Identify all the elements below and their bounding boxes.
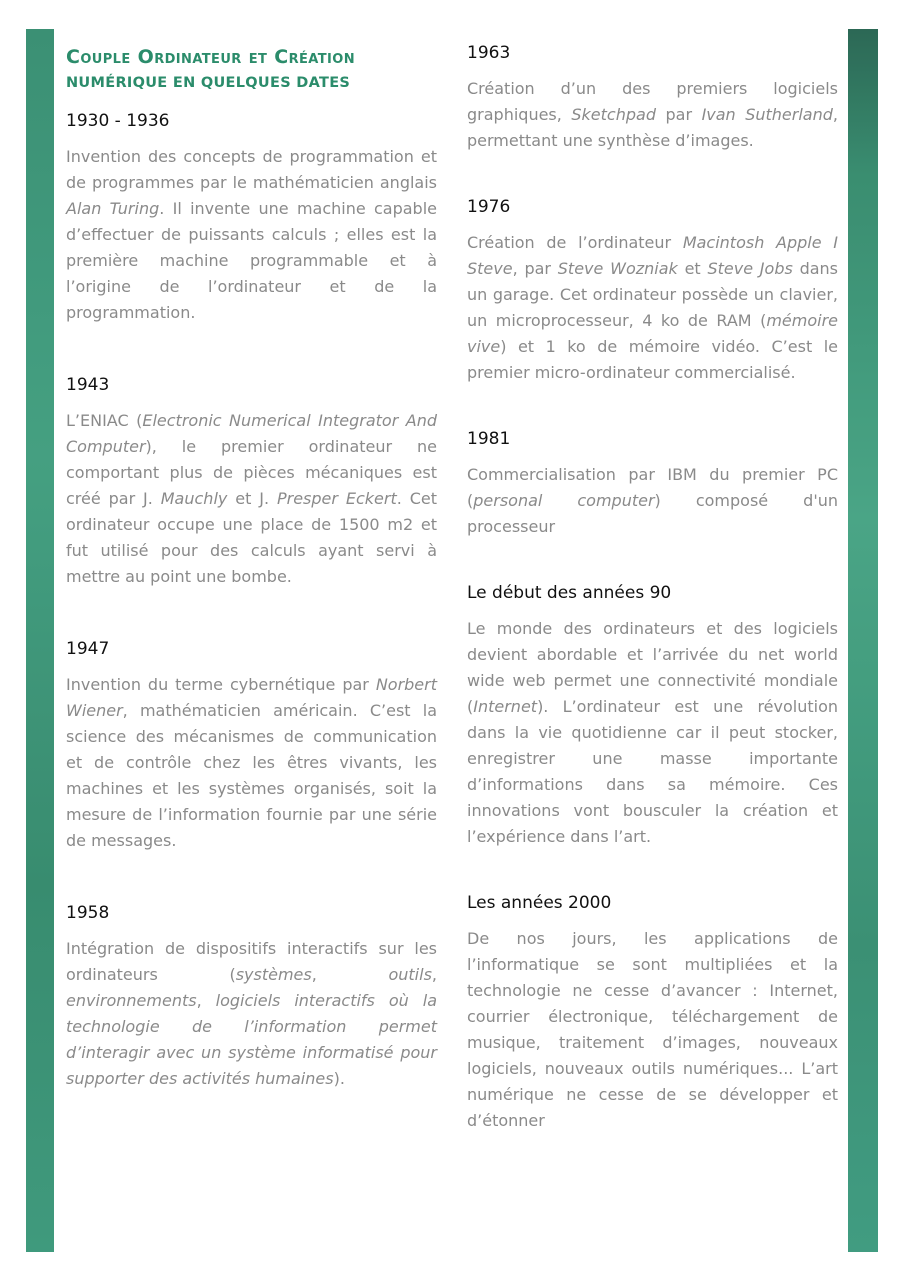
- emphasized-term: Sketchpad: [571, 105, 656, 124]
- timeline-entry-1958: [66, 900, 437, 1092]
- emphasized-term: mémoire vive: [467, 311, 838, 356]
- emphasized-term: environnements: [66, 991, 197, 1010]
- entry-date: 1976: [467, 197, 511, 217]
- emphasized-term: Norbert Wiener: [66, 675, 437, 720]
- right-column: [467, 40, 838, 1134]
- emphasized-term: Steve Jobs: [707, 259, 793, 278]
- emphasized-term: Steve Wozniak: [557, 259, 678, 278]
- page-title: Couple Ordinateur et Création: [66, 46, 355, 68]
- right-decorative-band: [848, 29, 878, 1252]
- timeline-entry-1943: [66, 372, 437, 590]
- emphasized-term: logiciels interactifs où la technologie de l’information permet d’interagir avec un système informatisé pour supporter des activités humaines: [66, 991, 437, 1088]
- emphasized-term: Mauchly: [160, 489, 228, 508]
- entry-date: Les années 2000: [467, 893, 612, 913]
- entry-date: 1930 - 1936: [66, 111, 170, 131]
- emphasized-term: Alan Turing: [66, 199, 160, 218]
- timeline-entry-1963: [467, 40, 838, 154]
- entry-text: Création de l’ordinateur Macintosh Apple I Steve, par Steve Wozniak et Steve Jobs dans un garage. Cet ordinateur possède un clavier, un microprocesseur, 4 ko de RAM (mémoire vive) et 1 ko de mémoire vidéo. C’est le premier micro-ordinateur commercialisé.: [467, 233, 839, 382]
- entry-text: Commercialisation par IBM du premier PC (personal computer) composé d'un processeur: [467, 465, 838, 536]
- timeline-entry-1947: [66, 636, 437, 854]
- entry-text: Le monde des ordinateurs et des logiciels devient abordable et l’arrivée du net world wide web permet une connectivité mondiale (Internet). L’ordinateur est une révolution dans la vie quotidienne car il peut stocker, enregistrer une masse importante d’informations dans sa mémoire. Ces innovations vont bousculer la création et l’expérience dans l’art.: [467, 619, 838, 846]
- entry-date: 1958: [66, 903, 110, 923]
- timeline-entry-2000s: [467, 890, 838, 1134]
- entry-text: L’ENIAC (Electronic Numerical Integrator And Computer), le premier ordinateur ne comportant plus de pièces mécaniques est créé par J. Mauchly et J. Presper Eckert. Cet ordinateur occupe une place de 1500 m2 et fut utilisé pour des calculs ayant servi à mettre au point une bombe.: [66, 411, 438, 586]
- entry-text: Intégration de dispositifs interactifs sur les ordinateurs (systèmes, outils, environnements, logiciels interactifs où la technologie de l’information permet d’interagir avec un système informatisé pour supporter des activités humaines).: [66, 939, 437, 1088]
- emphasized-term: Macintosh Apple I Steve: [467, 233, 839, 278]
- entry-text: Création d’un des premiers logiciels graphiques, Sketchpad par Ivan Sutherland, permettant une synthèse d’images.: [467, 79, 838, 150]
- timeline-entry-1981: [467, 426, 838, 540]
- emphasized-term: Ivan Sutherland: [701, 105, 833, 124]
- timeline-entry-1976: [467, 194, 838, 386]
- emphasized-term: personal computer: [473, 491, 655, 510]
- entry-text: Invention du terme cybernétique par Norbert Wiener, mathématicien américain. C’est la science des mécanismes de communication et de contrôle chez les êtres vivants, les machines et les systèmes organisés, soit la mesure de l’information fournie par une série de messages.: [66, 675, 437, 850]
- entry-date: 1981: [467, 429, 511, 449]
- left-decorative-band: [26, 29, 54, 1252]
- emphasized-term: Electronic Numerical Integrator And Computer: [66, 411, 438, 456]
- timeline-entry-1930: [66, 108, 437, 326]
- entry-date: 1947: [66, 639, 110, 659]
- entry-date: 1963: [467, 43, 511, 63]
- page-subtitle: NUMÉRIQUE EN QUELQUES DATES: [66, 75, 351, 91]
- entry-date: 1943: [66, 375, 110, 395]
- entry-date: Le début des années 90: [467, 583, 672, 603]
- timeline-entry-90s: [467, 580, 838, 850]
- entry-text: De nos jours, les applications de l’informatique se sont multipliées et la technologie ne cesse d’avancer : Internet, courrier électronique, téléchargement de musique, traitement d’images, nouveaux logiciels, nouveaux outils numériques... L’art numérique ne cesse de se développer et d’étonner: [467, 929, 838, 1130]
- emphasized-term: outils: [388, 965, 432, 984]
- emphasized-term: systèmes: [235, 965, 312, 984]
- entry-text: Invention des concepts de programmation et de programmes par le mathématicien anglais Alan Turing. Il invente une machine capable d’effectuer de puissants calculs ; elles est la première machine programmable et à l’origine de l’ordinateur et de la programmation.: [66, 147, 437, 322]
- emphasized-term: Internet: [473, 697, 538, 716]
- emphasized-term: Presper Eckert: [276, 489, 397, 508]
- left-column: [66, 40, 437, 1092]
